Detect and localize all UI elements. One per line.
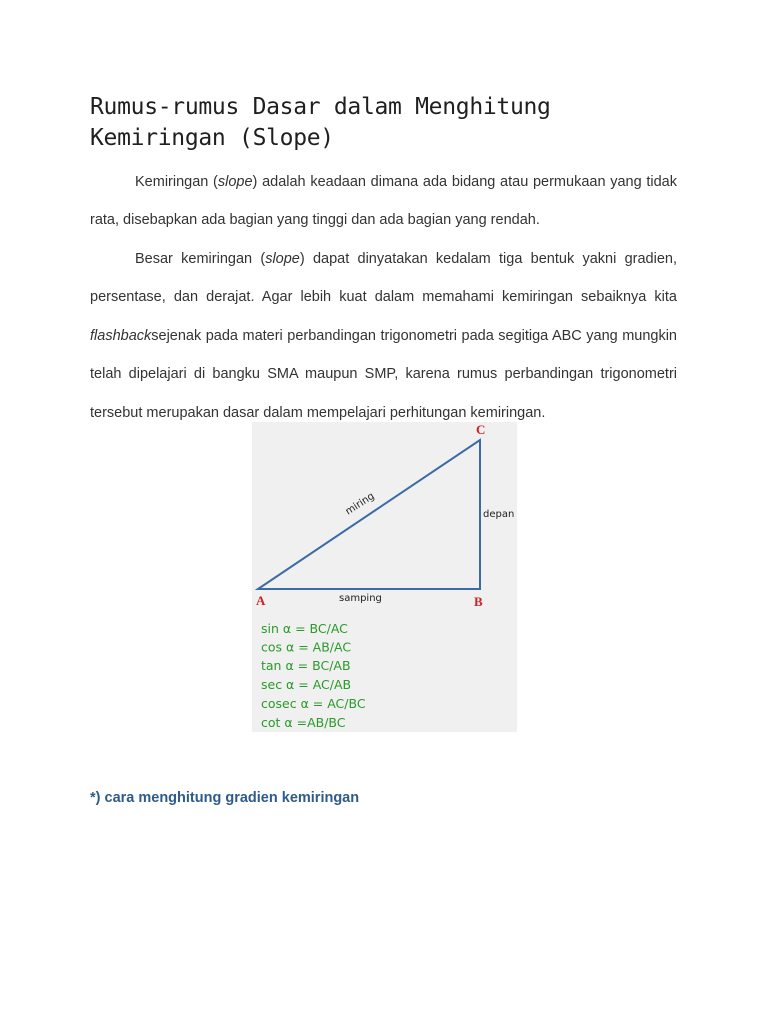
opposite-label: depan	[483, 509, 515, 520]
formula-sin: sin α = BC/AC	[261, 621, 348, 636]
vertex-label-a: A	[256, 593, 266, 608]
section-subheading: *) cara menghitung gradien kemiringan	[90, 790, 360, 806]
formula-cosec: cosec α = AC/BC	[261, 696, 366, 711]
paragraph-explanation	[90, 240, 677, 432]
adjacent-label: samping	[339, 593, 382, 604]
paragraph-italic-term: slope	[265, 251, 300, 267]
paragraph-text: sejenak pada materi perbandingan trigonometri pada segitiga ABC yang mungkin telah dipelajari di bangku SMA maupun SMP, karena rumus perbandingan trigonometri tersebut merupakan dasar dalam mempelajari perhitungan kemiringan.	[90, 327, 677, 421]
paragraph-text: ) adalah keadaan dimana ada bidang atau permukaan yang tidak rata, disebapkan ada bagian yang tinggi dan ada bagian yang rendah.	[90, 174, 677, 229]
formula-cot: cot α =AB/BC	[261, 715, 346, 730]
page-title: Rumus-rumus Dasar dalam Menghitung Kemiringan (Slope)	[90, 94, 551, 151]
formula-list	[261, 621, 366, 730]
hypotenuse-label: miring	[343, 490, 377, 518]
vertex-label-b: B	[474, 594, 483, 609]
formula-sec: sec α = AC/AB	[261, 677, 352, 692]
paragraph-definition	[90, 163, 677, 240]
paragraph-italic-term: slope	[217, 174, 253, 190]
vertex-label-c: C	[476, 422, 486, 437]
paragraph-text: Kemiringan (	[135, 174, 218, 190]
right-triangle	[258, 440, 480, 589]
triangle-figure	[252, 422, 517, 732]
paragraph-italic-term: flashback	[90, 327, 152, 344]
triangle-diagram	[252, 422, 517, 732]
formula-tan: tan α = BC/AB	[261, 658, 351, 673]
paragraph-text: ) dapat dinyatakan kedalam tiga bentuk yakni gradien, persentase, dan derajat. Agar lebih kuat dalam memahami kemiringan sebaiknya kita	[90, 251, 678, 306]
formula-cos: cos α = AB/AC	[261, 639, 352, 655]
paragraph-text: Besar kemiringan (	[135, 251, 266, 267]
